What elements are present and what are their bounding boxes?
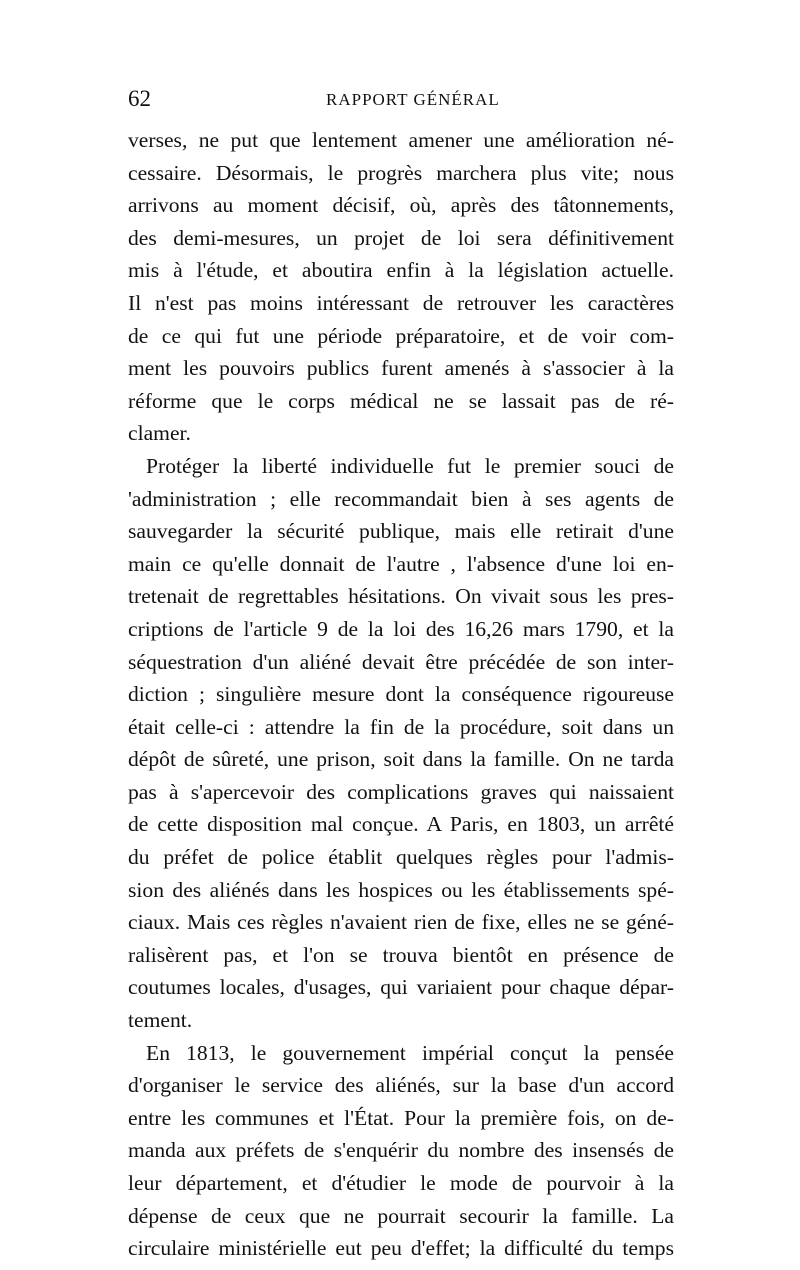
text-line: verses, ne put que lentement amener une amélioration né-	[128, 128, 674, 152]
text-line: 'administration ; elle recommandait bien à ses agents de	[128, 486, 674, 511]
text-line: ciaux. Mais ces règles n'avaient rien de fixe, elles ne se géné-	[128, 910, 674, 935]
text-line: pas à s'apercevoir des complications graves qui naissaient	[128, 779, 674, 804]
text-line: leur département, et d'étudier le mode de pourvoir à la	[128, 1171, 674, 1195]
text-line: Il n'est pas moins intéressant de retrouver les caractères	[128, 290, 674, 315]
text-line: séquestration d'un aliéné devait être précédée de son inter-	[128, 649, 674, 674]
text-line: criptions de l'article 9 de la loi des 16,26 mars 1790, et la	[128, 616, 674, 641]
text-line: diction ; singulière mesure dont la conséquence rigoureuse	[128, 682, 674, 707]
text-line: sion des aliénés dans les hospices ou les établissements spé-	[128, 877, 674, 902]
text-line: ralisèrent pas, et l'on se trouva bientôt en présence de	[128, 942, 674, 967]
page-number: 62	[128, 86, 151, 111]
text-line: était celle-ci : attendre la fin de la procédure, soit dans un	[128, 714, 674, 739]
page-header	[128, 86, 674, 116]
text-line: arrivons au moment décisif, où, après des tâtonnements,	[128, 193, 674, 218]
text-line: des demi-mesures, un projet de loi sera définitivement	[128, 225, 674, 250]
text-line: main ce qu'elle donnait de l'autre , l'absence d'une loi en-	[128, 551, 674, 576]
text-line: de cette disposition mal conçue. A Paris, en 1803, un arrêté	[128, 812, 674, 837]
text-line: tretenait de regrettables hésitations. On vivait sous les pres-	[128, 584, 674, 609]
text-line: dépense de ceux que ne pourrait secourir la famille. La	[128, 1203, 674, 1228]
text-line: réforme que le corps médical ne se lassait pas de ré-	[128, 388, 674, 413]
running-head: RAPPORT GÉNÉRAL	[326, 90, 500, 109]
body-text	[128, 124, 674, 1265]
text-line: sauvegarder la sécurité publique, mais elle retirait d'une	[128, 519, 674, 544]
text-line: En 1813, le gouvernement impérial conçut la pensée	[146, 1040, 674, 1065]
text-line: de ce qui fut une période préparatoire, et de voir com-	[128, 323, 674, 348]
text-line: du préfet de police établit quelques règles pour l'admis-	[128, 845, 674, 870]
text-line: d'organiser le service des aliénés, sur la base d'un accord	[128, 1073, 674, 1098]
text-line: dépôt de sûreté, une prison, soit dans la famille. On ne tarda	[128, 747, 674, 772]
text-line: cessaire. Désormais, le progrès marchera plus vite; nous	[128, 160, 674, 185]
text-line: clamer.	[128, 421, 191, 446]
text-line: entre les communes et l'État. Pour la première fois, on de-	[128, 1105, 674, 1130]
text-line: Protéger la liberté individuelle fut le premier souci de	[146, 453, 674, 478]
text-line: manda aux préfets de s'enquérir du nombre des insensés de	[128, 1138, 674, 1163]
text-line: tement.	[128, 1008, 193, 1033]
text-line: circulaire ministérielle eut peu d'effet; la difficulté du temps	[128, 1236, 674, 1261]
text-line: ment les pouvoirs publics furent amenés à s'associer à la	[128, 356, 674, 381]
text-line: coutumes locales, d'usages, qui variaient pour chaque dépar-	[128, 975, 674, 1000]
text-line: mis à l'étude, et aboutira enfin à la législation actuelle.	[128, 258, 674, 283]
